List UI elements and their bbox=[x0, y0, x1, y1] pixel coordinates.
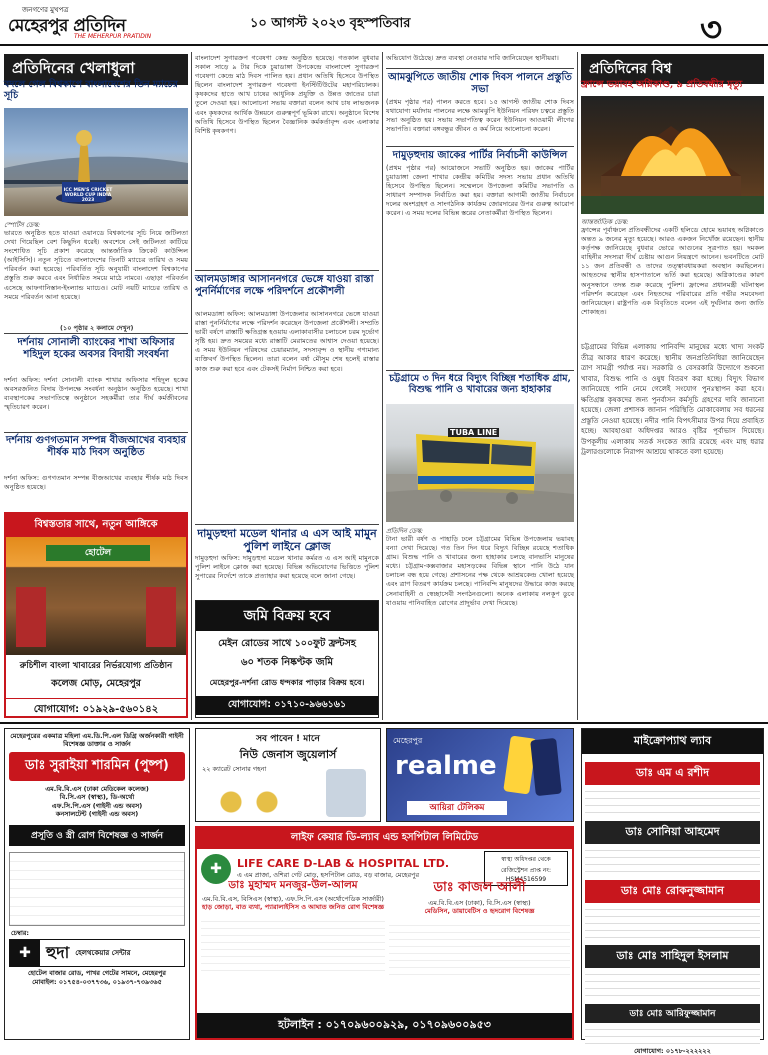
mourning-day-body: (প্রথম পৃষ্ঠার পর) পালন করতে হবে। ১৫ আগস্ট জাতীয় শোক দিবস যথাযোগ্য মর্যাদায় পালনের লক্ষে আমঝুপি ইউনিয়ন পরিষদ চত্বরে প্রস্তুতি সভা অনুষ্ঠিত হয়। সভায় সভাপতিত্ব করেন ইউনিয়ন আওয়ামী লীগের সভাপতি। বক্তারা বঙ্গবন্ধুর জীবন ও কর্ম নিয়ে আলোচনা করেন। bbox=[386, 98, 574, 134]
land-sale-phone: যোগাযোগ: ০১৭১০-৯৬৬১৬১ bbox=[196, 696, 378, 715]
jewelers-ad bbox=[195, 728, 381, 822]
micropath-phone: যোগাযোগ: ০১৭৮-২২২২২২ bbox=[634, 1047, 711, 1055]
road-repair-headline: আলমডাঙ্গার আসাননগরে ভেঙ্গে যাওয়া রাস্তা পুনর্নির্মাণের লক্ষে পরিদর্শনে প্রকৌশলী bbox=[195, 274, 374, 297]
fire-photo bbox=[581, 96, 764, 214]
phone-icon bbox=[530, 738, 562, 796]
road-repair-body: আলমডাঙ্গা অফিস: আলমডাঙ্গা উপজেলার আসাননগরে ভেঙ্গে যাওয়া রাস্তা পুনর্নির্মাণের লক্ষে পরিদর্শন করেছেন উপজেলা প্রকৌশলী। সম্প্রতি ভারী বর্ষণে রাস্তাটি ক্ষতিগ্রস্ত হওয়ায় এলাকাবাসীর চলাচলে চরম দুর্ভোগ সৃষ্টি হয়। দ্রুত সময়ের মধ্যে রাস্তাটি মেরামতের আশ্বাস দেওয়া হয়েছে। এ সময় ইউনিয়ন পরিষদের চেয়ারম্যান, সদস্যবৃন্দ ও স্থানীয় গণ্যমান্য ব্যক্তিবর্গ উপস্থিত ছিলেন। তারা বলেন বর্ষা মৌসুম শেষ হলেই রাস্তার কাজ শুরু করা হবে এবং টেকসই নির্মাণ নিশ্চিত করা হবে। bbox=[195, 310, 380, 373]
flood-headline: চট্টগ্রামে ৩ দিন ধরে বিদ্যুৎ বিচ্ছিন্ন শতাধিক গ্রাম, বিশুদ্ধ পানি ও খাবারের জন্য হাহাকার bbox=[389, 373, 571, 395]
dr-pushpa-chamber-label: চেম্বার: bbox=[11, 928, 30, 937]
sports-headline: বদলে গেল বিশ্বকাপে বাংলাদেশের তিন ম্যাচের সূচি bbox=[4, 79, 178, 101]
ads-divider bbox=[0, 722, 768, 724]
doctor-2-services bbox=[389, 919, 570, 977]
lifecare-doctor-1: ডাঃ মুহাম্মদ মনজুর-উল-আলম bbox=[228, 879, 358, 891]
lifecare-hotline: হটলাইন : ০১৭০৯৬০০৯২৯, ০১৭০৯৬০০৯৫৩ bbox=[197, 1013, 572, 1038]
flood-bus-photo bbox=[386, 404, 574, 522]
bus-illustration bbox=[386, 404, 574, 522]
sports-dateline: স্পোর্টস ডেস্ক: bbox=[4, 221, 41, 229]
dr-pushpa-degree-1: এম.বি.বি.এস (ঢাকা মেডিকেল কলেজ) bbox=[45, 784, 149, 793]
cup-label: ICC MEN'S CRICKET WORLD CUP INDIA 2023 bbox=[63, 188, 113, 203]
masthead bbox=[0, 0, 768, 50]
doctor-2-details bbox=[585, 844, 760, 874]
huda-clinic-name: হুদা bbox=[46, 942, 70, 962]
lifecare-doctor-1-degree: এম.বি.বি.এস, বিসিএস (স্বাস্থ্য), এফ.সি.পি.এস (অর্থোপেডিক সার্জারী) bbox=[202, 895, 384, 903]
land-sale-line-1: মেইন রোডের সাথে ১০০ফুট ফ্রন্টসহ bbox=[218, 638, 356, 649]
logo-subtitle: THE MEHERPUR PRATIDIN bbox=[74, 33, 152, 40]
sugarcane-field-day-body: বাংলাদেশ সুগারক্রপ গবেষণা কেন্দ্র অনুষ্ঠিত হয়েছে। গতকাল বুধবার সকাল সাড়ে ৯ টার দিকে চুয়াডাঙ্গা উপকেন্দ্রে বাংলাদেশ সুগারক্রপ গবেষণা কেন্দ্রে মাঠ দিবস পালিত হয়। প্রধান অতিথি হিসেবে উপস্থিত ছিলেন বাংলাদেশ সুগারক্রপ গবেষণা ইনস্টিটিউটের মহাপরিচালক। কৃষকদের হাতে আখ চাষের আধুনিক প্রযুক্তি ও উন্নত জাতের চারা তুলে দেওয়া হয়। আলোচনা সভায় বক্তারা বলেন আখ চাষ লাভজনক এবং কৃষকদের আর্থিক উন্নয়নে গুরুত্বপূর্ণ ভূমিকা রাখে। অনুষ্ঠানে বিশেষ অতিথি হিসেবে উপস্থিত ছিলেন বৈজ্ঞানিক কর্মকর্তাবৃন্দ এবং এলাকার বিশিষ্ট কৃষকগণ। bbox=[195, 54, 379, 135]
lifecare-hospital-ad bbox=[195, 826, 574, 1040]
dr-pushpa-ad bbox=[4, 728, 190, 1040]
land-sale-ad bbox=[195, 600, 379, 718]
jewelers-subtitle: ২২ ক্যারেট সোনার গহনা bbox=[202, 765, 267, 773]
col3-continuation: অভিযোগ উঠেছে। দ্রুত ব্যবস্থা নেওয়ার দাবি জানিয়েছেন স্থানীয়রা। bbox=[386, 54, 559, 62]
doctor-1-services bbox=[201, 915, 385, 973]
lifecare-doctor-2-degree: এম.বি.বি.এস (ঢাকা), বি.সি.এস (স্বাস্থ্য) bbox=[428, 899, 531, 907]
lifecare-doctor-1-block bbox=[201, 878, 385, 973]
flood-continued-body: চট্টগ্রামের বিভিন্ন এলাকায় পানিবন্দি মানুষের মধ্যে খাদ্য সংকট তীব্র আকার ধারণ করেছে। স্থানীয় জনপ্রতিনিধিরা জানিয়েছেন ত্রাণ সামগ্রী পর্যাপ্ত নয়। সরকারি ও বেসরকারি উদ্যোগে শুকনো খাবার, বিশুদ্ধ পানি ও ওষুধ বিতরণ করা হচ্ছে। বিদ্যুৎ বিভাগ জানিয়েছে পানি নেমে গেলেই সংযোগ পুনঃস্থাপন করা হবে। ক্ষতিগ্রস্ত কৃষকদের জন্য পুনর্বাসন কর্মসূচি গ্রহণের দাবি জানানো হয়েছে। জেলা প্রশাসক জানান পরিস্থিতি মোকাবেলায় সব ধরনের প্রস্তুতি নেওয়া হয়েছে। নদীর পানি বিপৎসীমার উপর দিয়ে প্রবাহিত হচ্ছে। আবহাওয়া অধিদপ্তর আরও বৃষ্টির পূর্বাভাস দিয়েছে। উপকূলীয় এলাকায় সতর্ক সংকেত জারি রয়েছে এবং মাছ ধরার ট্রলারগুলোকে নিরাপদ আশ্রয়ে থাকতে বলা হয়েছে। bbox=[581, 343, 764, 456]
restaurant-pillar bbox=[16, 587, 46, 647]
lifecare-name-bn: লাইফ কেয়ার ডি-ল্যাব এন্ড হসপিটাল লিমিটেড bbox=[197, 828, 572, 849]
micropath-doctor-1: ডাঃ এম এ রশীদ bbox=[585, 762, 760, 785]
lifecare-logo-icon: ✚ bbox=[201, 854, 231, 884]
lifecare-doctor-2-block bbox=[389, 878, 570, 977]
tagline: জনগণের মুখপত্র bbox=[22, 6, 69, 14]
ring-icon bbox=[204, 787, 294, 817]
restaurant-address: কলেজ মোড়, মেহেরপুর bbox=[51, 678, 141, 689]
newspaper-logo bbox=[4, 4, 192, 42]
micropath-lab-ad bbox=[581, 728, 764, 1055]
lifecare-doctor-1-specialty: হাড় জোড়া, বাত ব্যথা, প্যারালাইসিস ও আঘাত জনিত রোগ বিশেষজ্ঞ bbox=[202, 903, 384, 912]
doctor-4-details bbox=[585, 968, 760, 998]
bus-name: TUBA LINE bbox=[450, 428, 498, 437]
lifecare-license: স্বাস্থ্য অধিদপ্তর থেকে রেজিস্ট্রেশন প্রাপ্ত নং: HSM4516599 bbox=[484, 851, 568, 886]
dr-pushpa-specialty: প্রসূতি ও স্ত্রী রোগ বিশেষজ্ঞ ও সার্জন bbox=[9, 825, 185, 846]
divider bbox=[386, 370, 574, 371]
realme-logo: realme bbox=[395, 751, 497, 781]
sports-section-bar: প্রতিদিনের খেলাধুলা bbox=[4, 54, 188, 85]
divider bbox=[386, 68, 574, 69]
page-number: ৩ bbox=[700, 10, 723, 50]
world-headline: ফ্রান্সে ভয়াবহ অগ্নিকাণ্ড, ৯ প্রতিবন্ধীর মৃত্যু bbox=[581, 79, 743, 90]
world-cup-trophy-photo bbox=[4, 108, 188, 216]
seed-sugarcane-headline: দর্শনায় গুণগতমান সম্পন্ন বীজআখের ব্যবহার শীর্ষক মাঠ দিবস অনুষ্ঠিত bbox=[6, 435, 186, 458]
zaker-party-headline: দামুড়হুদায় জাকের পার্টির নির্বাচনী কাউন্সিল bbox=[392, 150, 568, 161]
hospital-cross-icon: ✚ bbox=[10, 940, 40, 966]
seed-sugarcane-body: দর্শনা অফিস: গুণগতমান সম্পন্ন বীজআখের ব্যবহার শীর্ষক মাঠ দিবস অনুষ্ঠিত হয়েছে। bbox=[4, 474, 188, 492]
huda-clinic-subtitle: হেলথকেয়ার সেন্টার bbox=[75, 949, 131, 958]
column-rule bbox=[382, 52, 383, 720]
doctor-3-details bbox=[585, 903, 760, 939]
divider bbox=[195, 524, 379, 525]
sports-body: ভারতে অনুষ্ঠিত হতে যাওয়া ওয়ানডে বিশ্বকাপের সূচি নিয়ে জটিলতা দেখা গিয়েছিল বেশ কিছুদিন ধরেই। অবশেষে সেই জটিলতা কাটিয়ে সংশোধিত সূচি প্রকাশ করেছে আন্তর্জাতিক ক্রিকেট কাউন্সিল (আইসিসি)। নতুন সূচিতে বাংলাদেশের তিনটি ম্যাচের তারিখ ও সময় পরিবর্তন করা হয়েছে। পরিবর্তিত সূচি অনুযায়ী বাংলাদেশ বিশ্বকাপের প্রস্তুতি শুরু করবে এবং নির্ধারিত সময়ে মাঠে নামবে। এছাড়া পরিবর্তন এসেছে আফগানিস্তান-ইংল্যান্ড ম্যাচেও। মোট নয়টি ম্যাচের তারিখ ও সময়ে পরিবর্তন আনা হয়েছে। bbox=[4, 229, 188, 301]
column-rule bbox=[191, 52, 192, 720]
bank-headline: দর্শনায় সোনালী ব্যাংকের শাখা অফিসার শহিদুল হকের অবসর বিদায়ী সংবর্ধনা bbox=[17, 337, 175, 360]
sports-continued: (১০ পৃষ্ঠার ২ কলামে দেখুন) bbox=[60, 324, 134, 332]
owner-photo bbox=[326, 769, 366, 817]
restaurant-description: রুচিশীল বাংলা খাবারের নির্ভরযোগ্য প্রতিষ্ঠান bbox=[19, 661, 173, 671]
lifecare-doctor-2-specialty: মেডিসিন, ডায়াবেটিস ও হৃদরোগ বিশেষজ্ঞ bbox=[424, 907, 535, 916]
micropath-doctor-3: ডাঃ মোঃ রোকনুজ্জামান bbox=[585, 880, 760, 903]
world-dateline: আন্তর্জাতিক ডেস্ক: bbox=[581, 218, 629, 226]
divider bbox=[195, 270, 379, 271]
micropath-doctor-5: ডাঃ মোঃ আরিফুজ্জামান bbox=[585, 1004, 760, 1023]
dr-pushpa-degree-4: কনসালটেন্ট (গাইনী এন্ড অবস) bbox=[55, 810, 139, 819]
land-sale-line-2: ৬০ শতক নিষ্কণ্টক জমি bbox=[240, 657, 334, 668]
dr-pushpa-address: হোটেল বাজার রোড, পাখর গেটের সামনে, মেহেরপুর bbox=[28, 969, 166, 978]
restaurant-sign: হোটেল bbox=[46, 545, 150, 561]
restaurant-ad-tagline: বিশ্বস্ততার সাথে, নতুন আঙ্গিকে bbox=[6, 514, 186, 537]
column-rule bbox=[577, 52, 578, 720]
land-sale-line-3: মেহেরপুর-দর্শনা রোড ধন্দকার পাড়ার বিক্রয় হবে। bbox=[209, 678, 365, 687]
world-section-bar: প্রতিদিনের বিশ্ব bbox=[581, 54, 764, 84]
lifecare-address: এ এম প্রাজা, ওশিরা গেট মোড়, হসপিটাল রোড, বড় বাজার, মেহেরপুর bbox=[237, 870, 420, 879]
restaurant-photo bbox=[6, 537, 186, 655]
lifecare-doctor-2: ডাঃ কাজল আলী bbox=[433, 880, 526, 895]
police-close-headline: দামুড়হুদা মডেল থানার এ এস আই মামুন পুলিশ লাইনে ক্লোজ bbox=[197, 527, 377, 553]
dr-pushpa-degree-2: বি.সি.এস (স্বাস্থ্য), ডি-অর্থো bbox=[59, 793, 135, 802]
divider bbox=[4, 333, 188, 334]
mourning-day-headline: আমঝুপিতে জাতীয় শোক দিবস পালনে প্রস্তুতি সভা bbox=[388, 72, 572, 95]
zaker-party-body: (প্রথম পৃষ্ঠার পর) আয়োজনে সভাটি অনুষ্ঠিত হয়। জাকের পার্টির চুয়াডাঙ্গা জেলা শাখার কেন্দ্রীয় কমিটির সদস্য সভায় প্রধান অতিথি হিসেবে উপস্থিত ছিলেন। সম্মেলনে উপজেলা কমিটির সভাপতি ও সাধারণ সম্পাদক নির্বাচিত করা হয়। বক্তারা আগামী জাতীয় নির্বাচনে দলের অংশগ্রহণ ও সাংগঠনিক কার্যক্রম জোরদারের উপর গুরুত্ব আরোপ করেন। এ সময় দলের বিভিন্ন স্তরের নেতাকর্মীরা উপস্থিত ছিলেন। bbox=[386, 164, 574, 218]
divider bbox=[4, 432, 188, 433]
doctor-5-details bbox=[585, 1023, 760, 1045]
jewelers-name: নিউ জেনাস জুয়েলার্স bbox=[239, 748, 337, 761]
restaurant-pillar bbox=[146, 587, 176, 647]
dr-pushpa-mobile: মোবাইল: ০১৭৫৪-০৩৭৭৩৬, ০১৯৩৭-৭৩৯৩৬৫ bbox=[32, 977, 162, 986]
restaurant-ad bbox=[4, 512, 188, 718]
bank-body: দর্শনা অফিস: দর্শনা সোনালী ব্যাংক শাখার অফিসার শহিদুল হকের অবসরজনিত বিদায় উপলক্ষে সংবর্ধনা অনুষ্ঠান অনুষ্ঠিত হয়েছে। শাখা ব্যবস্থাপকের সভাপতিত্বে অনুষ্ঠানে সহকর্মীরা তার দীর্ঘ কর্মজীবনের স্মৃতিচারণ করেন। bbox=[4, 376, 188, 412]
realme-ad bbox=[386, 728, 574, 822]
huda-clinic bbox=[9, 939, 185, 967]
dr-pushpa-degree-3: এফ.সি.পি.এস (গাইনী এন্ড অবস) bbox=[51, 801, 143, 810]
police-close-body: দামুড়হুদা অফিস: দামুড়হুদা মডেল থানার কর্মরত এ এস আই মামুনকে পুলিশ লাইনে ক্লোজ করা হয়েছে। বিভিন্ন অভিযোগের ভিত্তিতে পুলিশ সুপারের নির্দেশে তাকে প্রত্যাহার করা হয়েছে বলে জানা গেছে। bbox=[195, 554, 379, 581]
jewelers-tagline: সব পাবেন ! মানে bbox=[256, 734, 320, 744]
micropath-name: মাইক্রোপ্যাথ ল্যাব bbox=[582, 729, 763, 754]
fire-illustration bbox=[581, 96, 764, 214]
issue-date: ১০ আগস্ট ২০২৩ বৃহস্পতিবার bbox=[250, 16, 411, 31]
restaurant-phone: যোগাযোগ: ০১৯২৯-৫৬০১৪২ bbox=[6, 698, 186, 719]
land-sale-title: জমি বিক্রয় হবে bbox=[196, 601, 378, 631]
dr-pushpa-intro: মেহেরপুরের একমাত্র মহিলা এম.ডি.পি.এল ডিগ্রি অর্জনকারী গাইনী বিশেষজ্ঞ ডাক্তার ও সার্জন bbox=[10, 732, 184, 749]
dr-pushpa-name: ডাঃ সুরাইয়া শারমিন (পুষ্প) bbox=[9, 752, 185, 781]
divider bbox=[386, 146, 574, 147]
lifecare-name-en: LIFE CARE D-LAB & HOSPITAL LTD. bbox=[237, 856, 450, 870]
realme-location: মেহেরপুর bbox=[393, 736, 423, 745]
flood-dateline: প্রতিদিন ডেস্ক: bbox=[386, 527, 424, 535]
micropath-doctor-2: ডাঃ সোনিয়া আহমেদ bbox=[585, 821, 760, 844]
realme-shop: আয়িরা টেলিকম bbox=[407, 801, 507, 815]
dr-pushpa-services-list bbox=[9, 852, 185, 926]
micropath-doctor-4: ডাঃ মোঃ সাহিদুল ইসলাম bbox=[585, 945, 760, 968]
doctor-1-details bbox=[585, 785, 760, 815]
world-body: ফ্রান্সের পূর্বাঞ্চলে প্রতিবন্ধীদের একটি হলিডে হোমে ভয়াবহ অগ্নিকাণ্ডে অন্তত ৯ জনের মৃত্যু হয়েছে। আরও একজন নিখোঁজ রয়েছেন। স্থানীয় কর্তৃপক্ষ জানিয়েছে বুধবার ভোরে আগুনের সূত্রপাত হয়। দমকল বাহিনীর সদস্যরা দীর্ঘ চেষ্টায় আগুন নিয়ন্ত্রণে আনেন। ভবনটিতে মোট ১১ জন প্রতিবন্ধী ও তাদের তত্ত্বাবধায়করা অবস্থান করছিলেন। আহতদের স্থানীয় হাসপাতালে ভর্তি করা হয়েছে। অগ্নিকাণ্ডের কারণ অনুসন্ধানে তদন্ত শুরু করেছে পুলিশ। ফ্রান্সের প্রধানমন্ত্রী ঘটনাস্থল পরিদর্শন করেছেন এবং নিহতদের পরিবারের প্রতি গভীর সমবেদনা জানিয়েছেন। রাষ্ট্রপতি এক বিবৃতিতে বলেন এই দুর্ঘটনার জন্য জাতি শোকাহত। bbox=[581, 226, 764, 316]
logo-text: মেহেরপুর প্রতিদিন bbox=[8, 16, 126, 36]
flood-body: টানা ভারী বর্ষণ ও পাহাড়ি ঢলে চট্টগ্রামের বিভিন্ন উপজেলায় ভয়াবহ বন্যা দেখা দিয়েছে। গত তিন দিন ধরে বিদ্যুৎ বিচ্ছিন্ন রয়েছে শতাধিক গ্রাম। বিশুদ্ধ পানি ও খাবারের জন্য হাহাকার চলছে বানভাসি মানুষের মধ্যে। চট্টগ্রাম-কক্সবাজার মহাসড়কের বিভিন্ন স্থানে পানি উঠে যান চলাচল বন্ধ হয়ে গেছে। প্রশাসনের পক্ষ থেকে আশ্রয়কেন্দ্র খোলা হয়েছে এবং ত্রাণ বিতরণ কার্যক্রম চলছে। পানিবন্দি মানুষদের উদ্ধারে কাজ করছে সেনাবাহিনী ও স্বেচ্ছাসেবী সংগঠনগুলো। অনেক এলাকায় নলকূপ ডুবে যাওয়ায় পানিবাহিত রোগের প্রাদুর্ভাব দেখা দিয়েছে। bbox=[386, 535, 574, 607]
